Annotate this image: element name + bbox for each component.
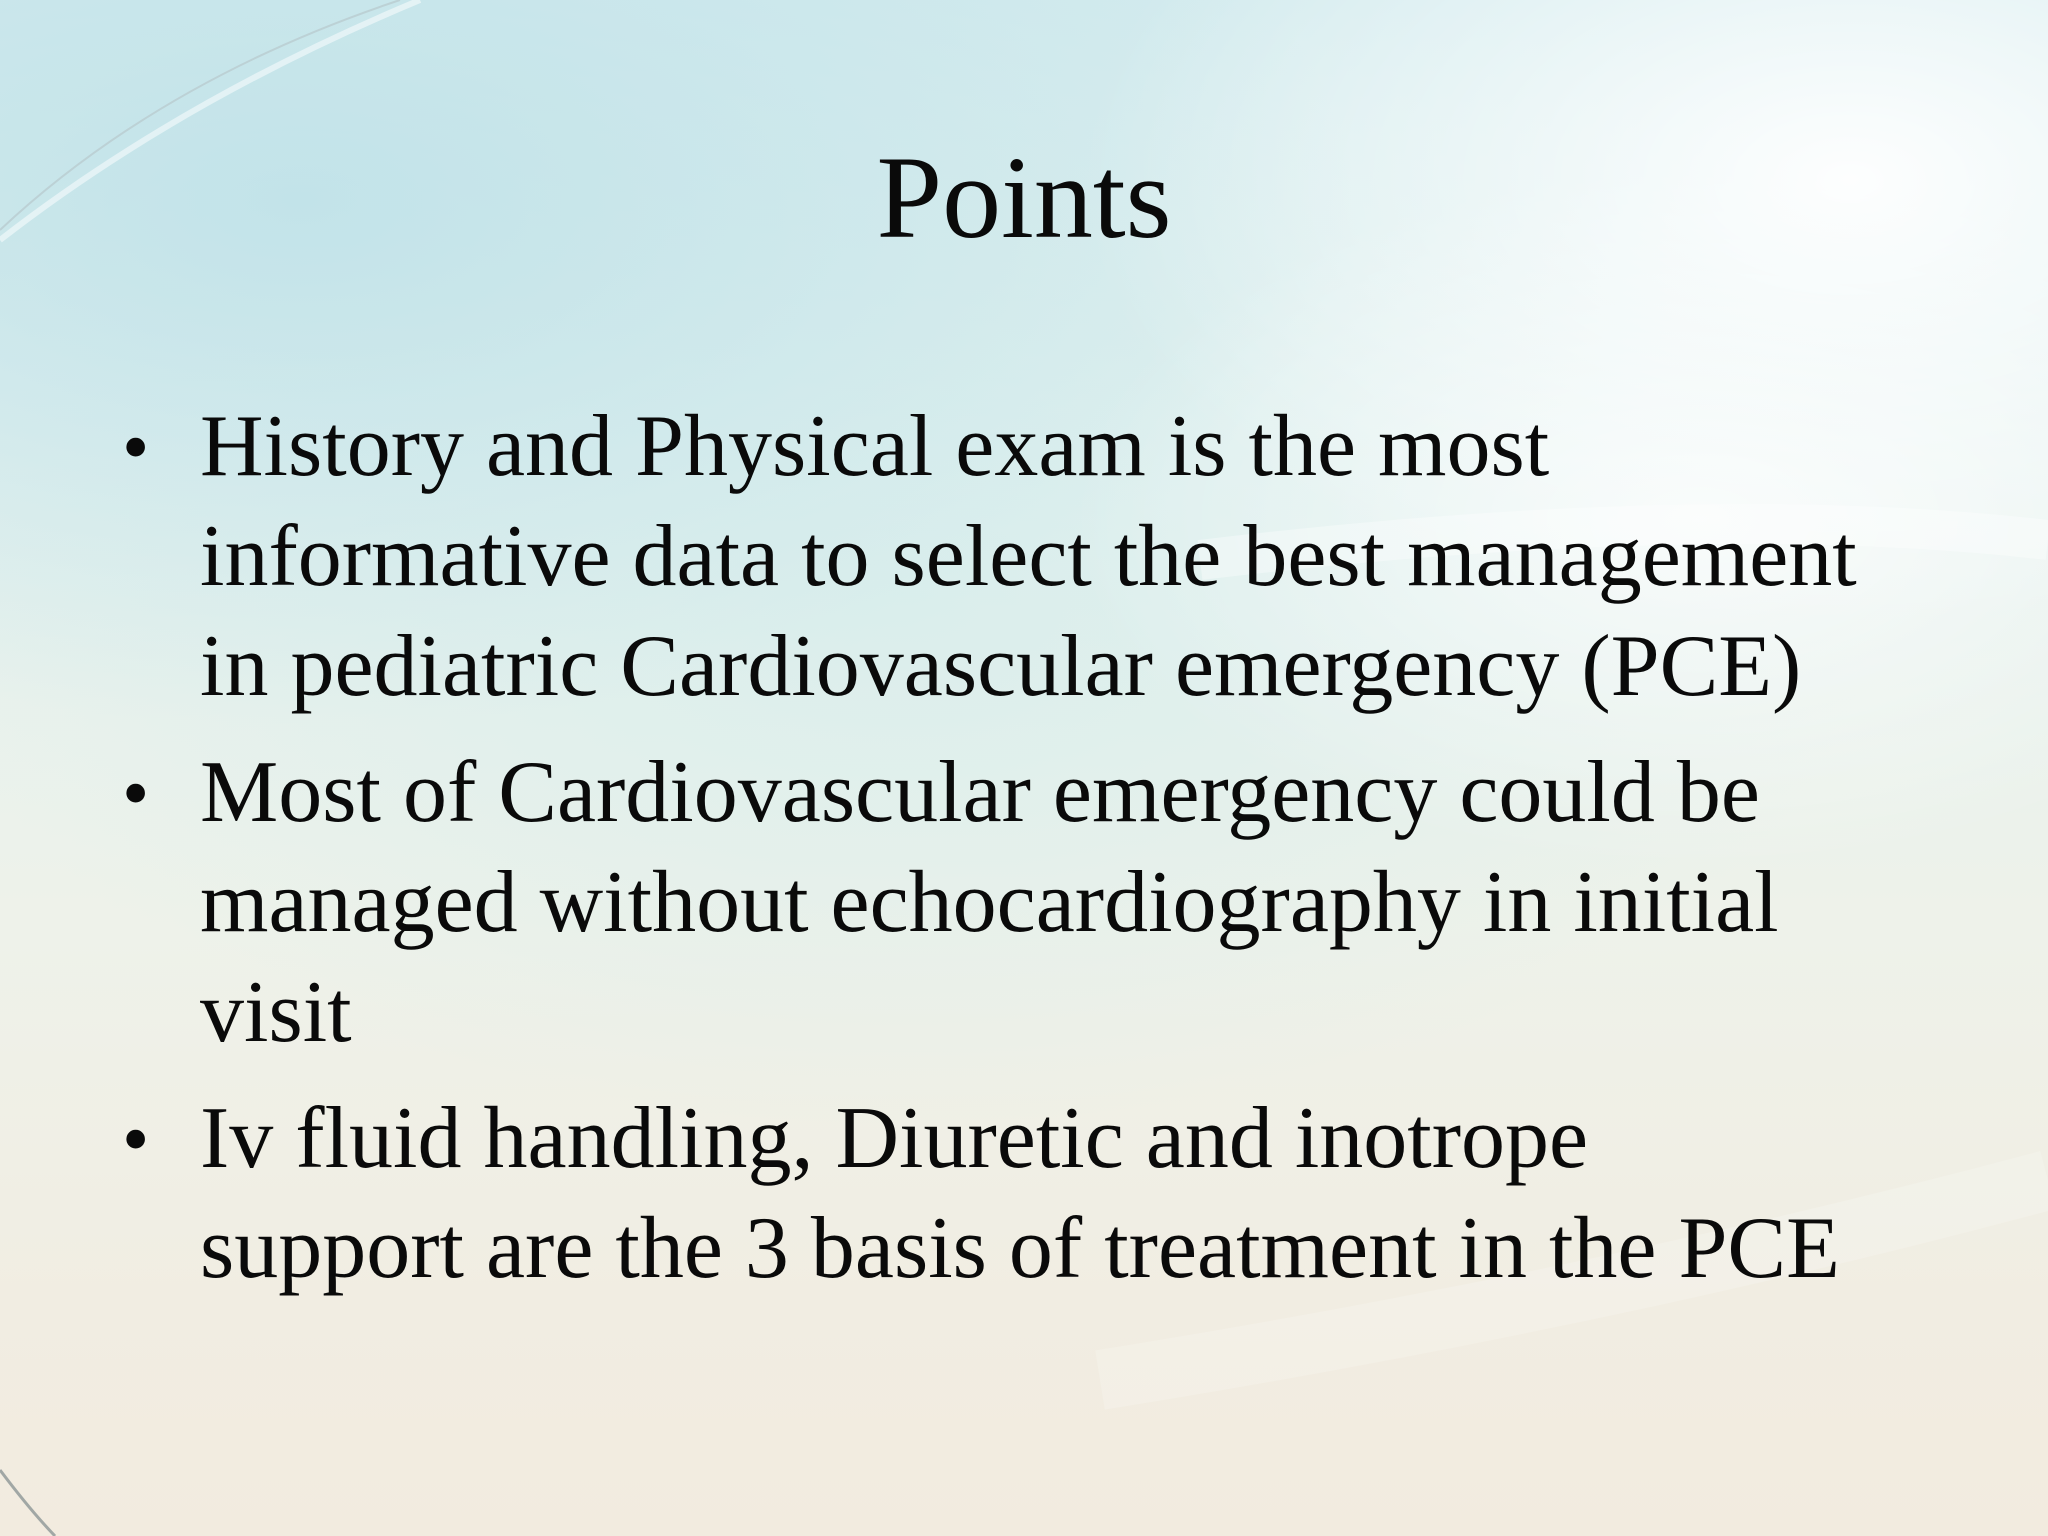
bullet-line: support are the 3 basis of treatment in the PCE [200, 1200, 1840, 1297]
bullet-icon: • [122, 749, 150, 836]
bullet-item-treatment-basis [0, 1084, 1960, 1304]
bullet-item-history-physical [0, 392, 1960, 722]
bullet-line: in pediatric Cardiovascular emergency (PCE) [200, 618, 1802, 715]
bullet-line: informative data to select the best management [200, 508, 1857, 605]
bullet-line: managed without echocardiography in initial [200, 854, 1779, 951]
bullet-line: Iv fluid handling, Diuretic and inotrope [200, 1090, 1589, 1187]
bullet-line: Most of Cardiovascular emergency could be [200, 744, 1760, 841]
slide-title: Points [876, 132, 1172, 263]
bullet-line: visit [200, 964, 352, 1061]
bullet-line: History and Physical exam is the most [200, 398, 1550, 495]
bullet-icon: • [122, 403, 150, 490]
bullet-list [0, 392, 2048, 1320]
bullet-icon: • [122, 1095, 150, 1182]
bullet-item-echocardiography [0, 738, 1960, 1068]
